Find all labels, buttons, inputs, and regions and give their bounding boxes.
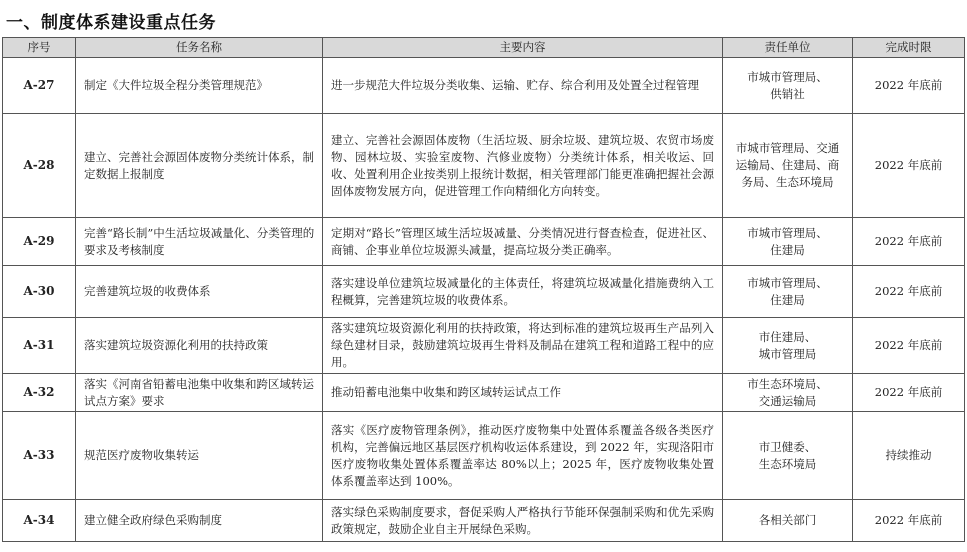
row-task-name: 规范医疗废物收集转运 [76, 412, 323, 500]
header-content: 主要内容 [323, 38, 723, 58]
row-deadline: 2022 年底前 [853, 266, 965, 318]
table-row [3, 500, 965, 542]
row-content: 推动铅蓄电池集中收集和跨区域转运试点工作 [323, 374, 723, 412]
row-deadline: 2022 年底前 [853, 318, 965, 374]
row-responsible-unit: 市生态环境局、 交通运输局 [723, 374, 853, 412]
row-task-name: 完善建筑垃圾的收费体系 [76, 266, 323, 318]
row-content: 落实绿色采购制度要求，督促采购人严格执行节能环保强制采购和优先采购政策规定，鼓励企业自主开展绿色采购。 [323, 500, 723, 542]
row-deadline: 2022 年底前 [853, 114, 965, 218]
row-deadline: 2022 年底前 [853, 374, 965, 412]
header-responsible-unit: 责任单位 [723, 38, 853, 58]
row-deadline: 持续推动 [853, 412, 965, 500]
table-header-row [3, 38, 965, 58]
table-row [3, 266, 965, 318]
row-id: A-31 [3, 318, 76, 374]
row-id: A-29 [3, 218, 76, 266]
row-responsible-unit: 市卫健委、 生态环境局 [723, 412, 853, 500]
row-deadline: 2022 年底前 [853, 218, 965, 266]
row-content: 建立、完善社会源固体废物（生活垃圾、厨余垃圾、建筑垃圾、农贸市场废物、园林垃圾、实验室废物、汽修业废物）分类统计体系，相关收运、回收、处置利用企业按类别上报统计数据，相关管理部门能更准确把握社会源固体废物发展方向，促进管理工作向精细化方向转变。 [323, 114, 723, 218]
row-task-name: 制定《大件垃圾全程分类管理规范》 [76, 58, 323, 114]
row-task-name: 落实建筑垃圾资源化利用的扶持政策 [76, 318, 323, 374]
row-content: 落实《医疗废物管理条例》，推动医疗废物集中处置体系覆盖各级各类医疗机构，完善偏远地区基层医疗机构收运体系建设，到 2022 年，实现洛阳市医疗废物收集处置体系覆盖率达 80%以上；2025 年，医疗废物收集处置体系覆盖率达到 100%。 [323, 412, 723, 500]
row-task-name: 落实《河南省铅蓄电池集中收集和跨区域转运试点方案》要求 [76, 374, 323, 412]
table-row [3, 374, 965, 412]
row-id: A-33 [3, 412, 76, 500]
row-deadline: 2022 年底前 [853, 500, 965, 542]
table-row [3, 412, 965, 500]
row-id: A-28 [3, 114, 76, 218]
row-deadline: 2022 年底前 [853, 58, 965, 114]
row-task-name: 建立、完善社会源固体废物分类统计体系，制定数据上报制度 [76, 114, 323, 218]
row-id: A-34 [3, 500, 76, 542]
task-table [2, 37, 965, 542]
row-responsible-unit: 市城市管理局、交通 运输局、住建局、商 务局、生态环境局 [723, 114, 853, 218]
row-id: A-32 [3, 374, 76, 412]
header-deadline: 完成时限 [853, 38, 965, 58]
table-row [3, 218, 965, 266]
table-row [3, 114, 965, 218]
row-task-name: 建立健全政府绿色采购制度 [76, 500, 323, 542]
row-content: 落实建筑垃圾资源化利用的扶持政策，将达到标准的建筑垃圾再生产品列入绿色建材目录，鼓励建筑垃圾再生骨料及制品在建筑工程和道路工程中的应用。 [323, 318, 723, 374]
row-content: 落实建设单位建筑垃圾减量化的主体责任，将建筑垃圾减量化措施费纳入工程概算，完善建筑垃圾的收费体系。 [323, 266, 723, 318]
row-content: 定期对“路长”管理区域生活垃圾减量、分类情况进行督查检查，促进社区、商铺、企事业单位垃圾源头减量，提高垃圾分类正确率。 [323, 218, 723, 266]
row-id: A-30 [3, 266, 76, 318]
table-row [3, 318, 965, 374]
row-responsible-unit: 市城市管理局、 住建局 [723, 218, 853, 266]
row-responsible-unit: 市城市管理局、 住建局 [723, 266, 853, 318]
row-responsible-unit: 市住建局、 城市管理局 [723, 318, 853, 374]
header-task-name: 任务名称 [76, 38, 323, 58]
header-id: 序号 [3, 38, 76, 58]
row-task-name: 完善“路长制”中生活垃圾减量化、分类管理的要求及考核制度 [76, 218, 323, 266]
row-responsible-unit: 市城市管理局、 供销社 [723, 58, 853, 114]
row-content: 进一步规范大件垃圾分类收集、运输、贮存、综合利用及处置全过程管理 [323, 58, 723, 114]
row-id: A-27 [3, 58, 76, 114]
row-responsible-unit: 各相关部门 [723, 500, 853, 542]
table-row [3, 58, 965, 114]
section-title: 一、制度体系建设重点任务 [6, 13, 216, 33]
